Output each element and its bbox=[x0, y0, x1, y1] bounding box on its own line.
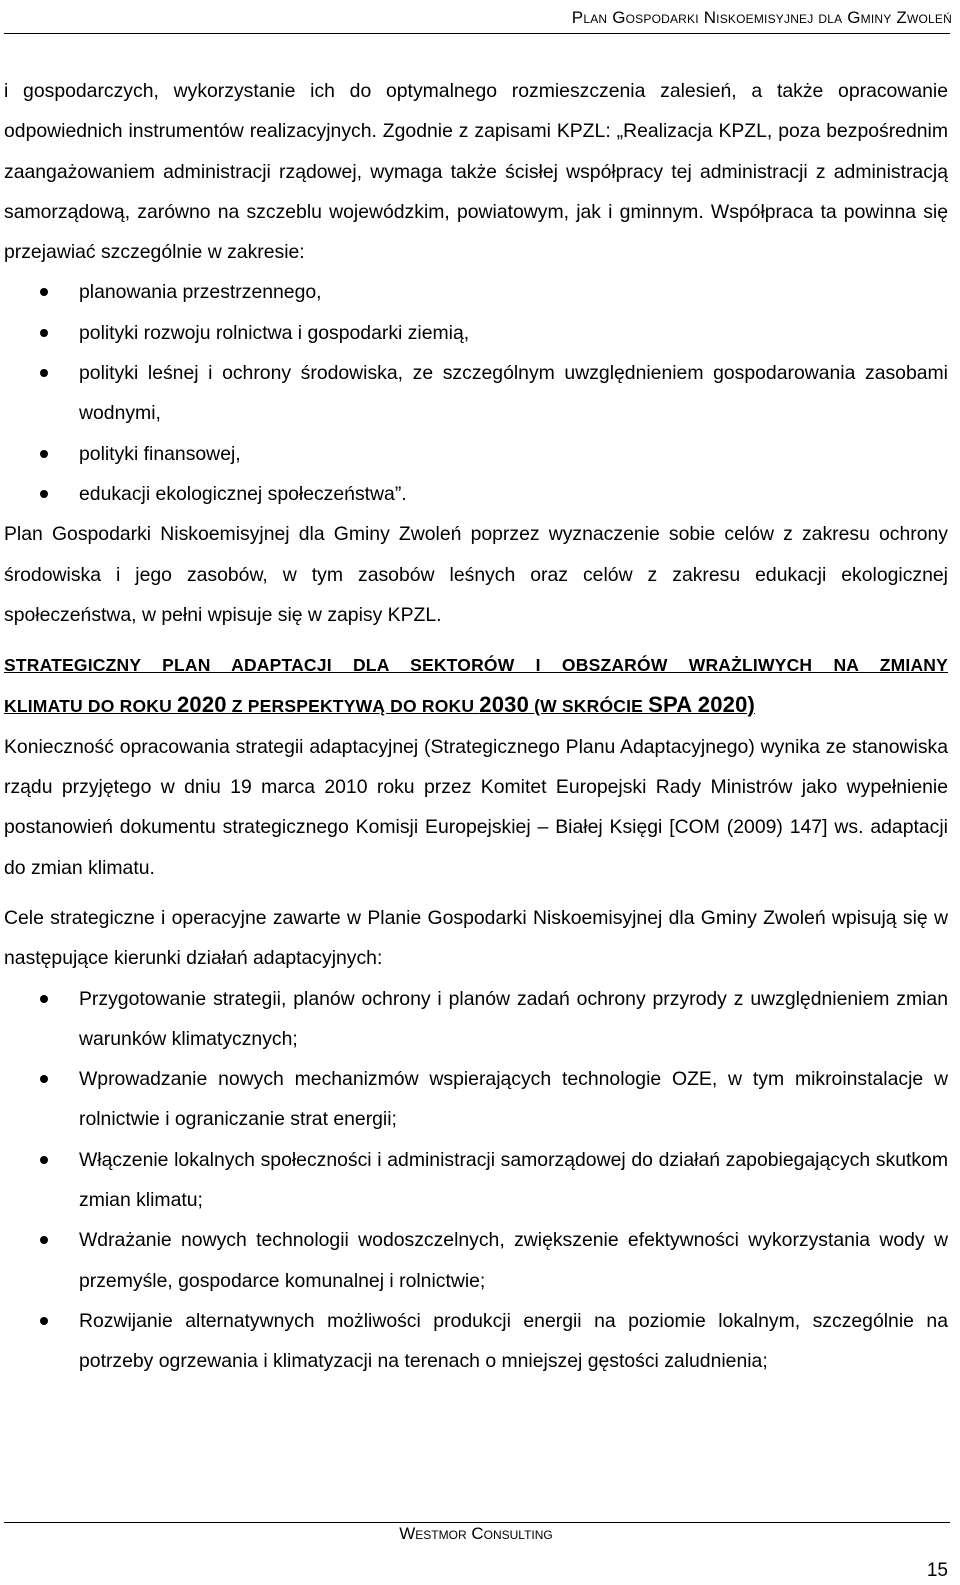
header-rule bbox=[4, 33, 950, 34]
section-heading-line-1: STRATEGICZNY PLAN ADAPTACJI DLA SEKTORÓW I OBSZARÓW WRAŻLIWYCH NA ZMIANY bbox=[4, 655, 948, 676]
bullet-icon bbox=[40, 995, 48, 1003]
list-item: Przygotowanie strategii, planów ochrony i planów zadań ochrony przyrody z uwzględnieniem zmian warunków klimatycznych; bbox=[4, 979, 948, 1060]
bullet-icon bbox=[40, 1317, 48, 1325]
bullet-icon bbox=[40, 1075, 48, 1083]
list-item: Wprowadzanie nowych mechanizmów wspierających technologie OZE, w tym mikroinstalacje w rolnictwie i ograniczanie strat energii; bbox=[4, 1059, 948, 1140]
list-item: Wdrażanie nowych technologii wodoszczelnych, zwiększenie efektywności wykorzystania wody w przemyśle, gospodarce komunalnej i rolnictwie; bbox=[4, 1220, 948, 1301]
page-number: 15 bbox=[926, 1560, 948, 1581]
page-footer: Westmor Consulting bbox=[399, 1524, 553, 1543]
bullet-list-adaptation bbox=[4, 979, 948, 1382]
bullet-icon bbox=[40, 329, 48, 337]
bullet-icon bbox=[40, 450, 48, 458]
list-item: Włączenie lokalnych społeczności i administracji samorządowej do działań zapobiegających skutkom zmian klimatu; bbox=[4, 1140, 948, 1221]
paragraph-adaptation-directions: Cele strategiczne i operacyjne zawarte w Planie Gospodarki Niskoemisyjnej dla Gminy Zwoleń wpisują się w następujące kierunki działań adaptacyjnych: bbox=[4, 906, 948, 970]
paragraph-pgn-kpzl: Plan Gospodarki Niskoemisyjnej dla Gminy Zwoleń poprzez wyznaczenie sobie celów z zakresu ochrony środowiska i jego zasobów, w tym zasobów leśnych oraz celów z zakresu edukacji ekologicznej społeczeństwa, w pełni wpisuje się w zapisy KPZL. bbox=[4, 523, 948, 626]
section-heading-line-2: KLIMATU DO ROKU 2020 Z PERSPEKTYWĄ DO ROKU 2030 (W SKRÓCIE SPA 2020) bbox=[4, 692, 756, 718]
bullet-list-cooperation bbox=[4, 272, 948, 514]
bullet-icon bbox=[40, 288, 48, 296]
bullet-icon bbox=[40, 369, 48, 377]
list-item: Rozwijanie alternatywnych możliwości produkcji energii na poziomie lokalnym, szczególnie na potrzeby ogrzewania i klimatyzacji na terenach o mniejszej gęstości zaludnienia; bbox=[4, 1301, 948, 1382]
page-header: Plan Gospodarki Niskoemisyjnej dla Gminy Zwoleń bbox=[571, 8, 952, 27]
list-item: edukacji ekologicznej społeczeństwa”. bbox=[4, 474, 948, 514]
bullet-icon bbox=[40, 1156, 48, 1164]
footer-rule bbox=[4, 1522, 950, 1523]
list-item: polityki finansowej, bbox=[4, 434, 948, 474]
list-item: planowania przestrzennego, bbox=[4, 272, 948, 312]
document-body bbox=[4, 71, 948, 1382]
bullet-icon bbox=[40, 1236, 48, 1244]
list-item: polityki rozwoju rolnictwa i gospodarki ziemią, bbox=[4, 313, 948, 353]
paragraph-kpzl-intro: i gospodarczych, wykorzystanie ich do optymalnego rozmieszczenia zalesień, a także opracowanie odpowiednich instrumentów realizacyjnych. Zgodnie z zapisami KPZL: „Realizacja KPZL, poza bezpośrednim zaangażowaniem administracji rządowej, wymaga także ścisłej współpracy tej administracji z administracją samorządową, zarówno na szczeblu wojewódzkim, powiatowym, jak i gminnym. Współpraca ta powinna się przejawiać szczególnie w zakresie: bbox=[4, 80, 948, 264]
paragraph-spa-origin: Konieczność opracowania strategii adaptacyjnej (Strategicznego Planu Adaptacyjnego) wynika ze stanowiska rządu przyjętego w dniu 19 marca 2010 roku przez Komitet Europejski Rady Ministrów jako wypełnienie postanowień dokumentu strategicznego Komisji Europejskiej – Białej Księgi [COM (2009) 147] ws. adaptacji do zmian klimatu. bbox=[4, 735, 948, 879]
bullet-icon bbox=[40, 490, 48, 498]
list-item: polityki leśnej i ochrony środowiska, ze szczególnym uwzględnieniem gospodarowania zasobami wodnymi, bbox=[4, 353, 948, 434]
